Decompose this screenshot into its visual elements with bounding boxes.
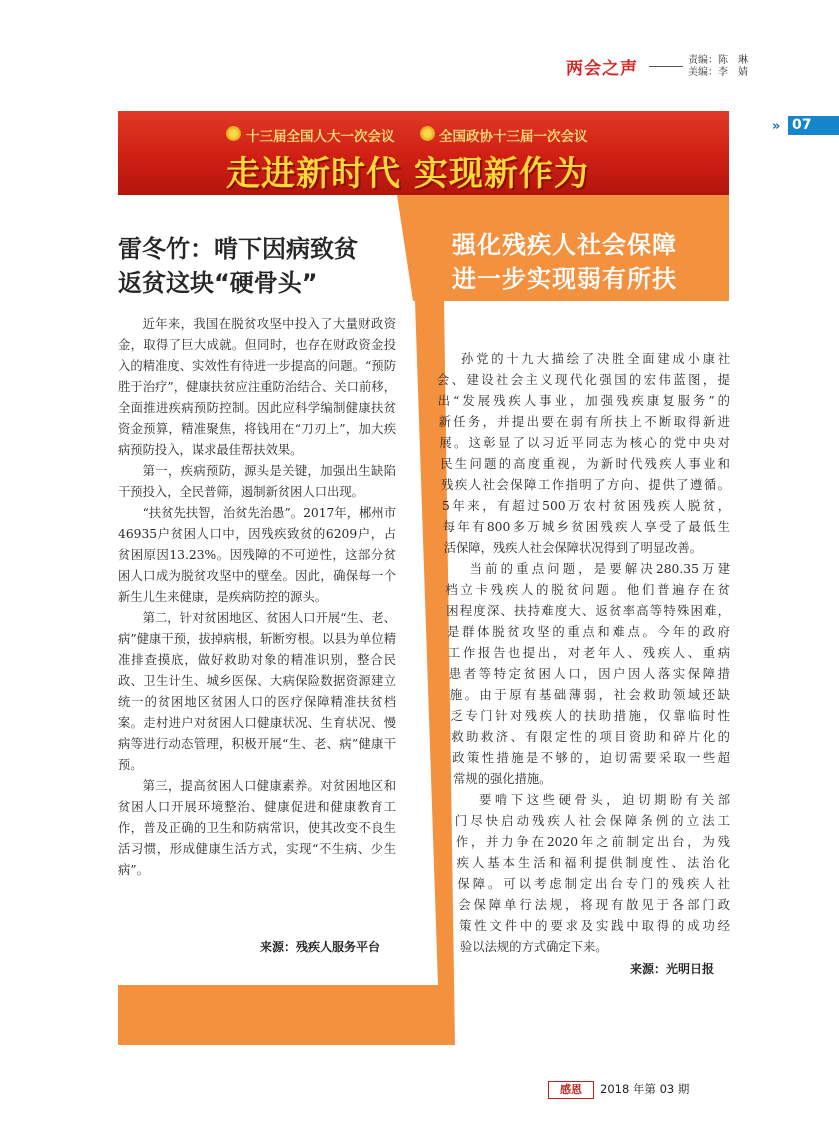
right-text-line: 展。这彰显了以习近平同志为核心的党中央对	[439, 436, 730, 450]
right-text-line: 会、建设社会主义现代化强国的宏伟蓝图，提	[436, 373, 730, 387]
left-paragraph-2: 第一，疾病预防，源头是关键，加强出生缺陷干预投入，全民普筛，遏制新贫困人口出现。	[118, 464, 396, 499]
left-paragraph-1: 近年来，我国在脱贫攻坚中投入了大量财政资金，取得了巨大成就。但同时，也存在财政资金投入的精准度、实效性有待进一步提高的问题。“预防胜于治疗”，健康扶贫应注重防治结合、关口前移，全面推进疾病预防控制。因此应科学编制健康扶贫资金预算，精准聚焦，将钱用在“刀刃上”，加大疾病预防投入，谋求最佳帮扶效果。	[118, 317, 396, 457]
right-text-line: 疾人基本生活和福利提供制度性、法治化	[456, 856, 730, 870]
cppcc-emblem-icon	[420, 126, 435, 141]
right-text-line: 当前的重点问题，是要解决280.35万建	[469, 562, 730, 576]
magazine-logo: 感恩	[548, 1081, 594, 1099]
left-source: 来源：残疾人服务平台	[260, 940, 381, 954]
left-headline-line-1: 雷冬竹：啃下因病致贫	[118, 235, 358, 263]
right-text-line: 策性文件中的要求及实践中取得的成功经	[459, 919, 730, 933]
right-text-line: 施。由于原有基础薄弱，社会救助领域还缺	[449, 688, 730, 702]
page-number-tab: 07	[788, 116, 839, 135]
right-headline-line-1: 强化残疾人社会保障	[452, 231, 677, 259]
section-title: 两会之声	[566, 59, 638, 79]
banner-npc-session: 十三届全国人大一次会议	[246, 129, 395, 145]
right-text-line: 出“发展残疾人事业，加强残疾康复服务”的	[437, 394, 730, 408]
right-text-line: 验以法规的方式确定下来。	[460, 940, 608, 954]
right-text-line: 5年来，有超过500万农村贫困残疾人脱贫，	[442, 499, 730, 513]
editor-credit: 责编：陈 琳	[688, 55, 748, 66]
right-text-line: 档立卡残疾人的脱贫问题。他们普遍存在贫	[445, 583, 730, 597]
right-text-line: 困程度深、扶持难度大、返贫率高等特殊困难，	[446, 604, 730, 618]
right-text-line: 是群体脱贫攻坚的重点和难点。今年的政府	[447, 625, 730, 639]
banner-cppcc-session: 全国政协十三届一次会议	[439, 129, 588, 145]
right-text-line: 常规的强化措施。	[453, 772, 552, 786]
right-text-line: 政策性措施是不够的，迫切需要采取一些超	[452, 751, 730, 765]
left-article-body	[118, 314, 396, 881]
left-headline	[118, 232, 408, 300]
right-headline	[402, 228, 727, 296]
right-text-line: 作，并力争在2020年之前制定出台，为残	[455, 835, 730, 849]
right-text-line: 保障。可以考虑制定出台专门的残疾人社	[457, 877, 730, 891]
right-text-line: 救助救济、有限定性的项目资助和碎片化的	[451, 730, 730, 744]
left-paragraph-3: “扶贫先扶智，治贫先治愚”。2017年，郴州市46935户贫困人口中，因残疾致贫的6209户，占贫困原因13.23%。因残障的不可逆性，这部分贫困人口成为脱贫攻坚中的壁垒。因此，确保每一个新生儿生来健康，是疾病防控的源头。	[118, 506, 396, 604]
right-text-line: 会保障单行法规，将现有散见于各部门政	[458, 898, 730, 912]
left-headline-line-2: 返贫这块“硬骨头”	[118, 269, 318, 297]
designer-credit: 美编：李 婧	[688, 67, 748, 78]
right-text-line: 门尽快启动残疾人社会保障条例的立法工	[454, 814, 730, 828]
right-text-line: 患者等特定贫困人口，因户因人落实保障措	[448, 667, 730, 681]
npc-emblem-icon	[226, 126, 241, 141]
banner-slogan: 走进新时代 实现新作为	[226, 154, 589, 194]
header-credits	[688, 55, 748, 79]
right-text-line: 孙党的十九大描绘了决胜全面建成小康社	[461, 352, 730, 366]
right-text-line: 民生问题的高度重视，为新时代残疾人事业和	[440, 457, 730, 471]
issue-number: 2018 年第 03 期	[600, 1082, 690, 1096]
right-source: 来源：光明日报	[630, 962, 715, 976]
left-paragraph-4: 第二，针对贫困地区、贫困人口开展“生、老、病”健康干预，拔掉病根，斩断穷根。以县为单位精准排查摸底，做好救助对象的精准识别，整合民政、卫生计生、城乡医保、大病保险数据资源建立统一的贫困地区贫困人口的医疗保障精准扶贫档案。走村进户对贫困人口健康状况、生育状况、慢病等进行动态管理，积极开展“生、老、病”健康干预。	[118, 611, 396, 772]
right-article-body	[436, 349, 730, 958]
right-text-line: 要啃下这些硬骨头，迫切期盼有关部	[479, 793, 730, 807]
right-text-line: 新任务，并提出要在弱有所扶上不断取得新进	[438, 415, 730, 429]
header-divider	[649, 66, 683, 67]
right-text-line: 活保障，残疾人社会保障状况得到了明显改善。	[443, 541, 702, 555]
right-text-line: 乏专门针对残疾人的扶助措施，仅靠临时性	[450, 709, 730, 723]
left-paragraph-5: 第三，提高贫困人口健康素养。对贫困地区和贫困人口开展环境整治、健康促进和健康教育工作，普及正确的卫生和防病常识，使其改变不良生活习惯，形成健康生活方式，实现“不生病、少生病”。	[118, 779, 396, 877]
right-headline-line-2: 进一步实现弱有所扶	[452, 265, 677, 293]
right-text-line: 残疾人社会保障工作指明了方向、提供了遵循。	[441, 478, 730, 492]
right-text-line: 工作报告也提出，对老年人、残疾人、重病	[448, 646, 730, 660]
right-text-line: 每年有800多万城乡贫困残疾人享受了最低生	[442, 520, 730, 534]
chevron-right-icon: »	[772, 119, 781, 134]
